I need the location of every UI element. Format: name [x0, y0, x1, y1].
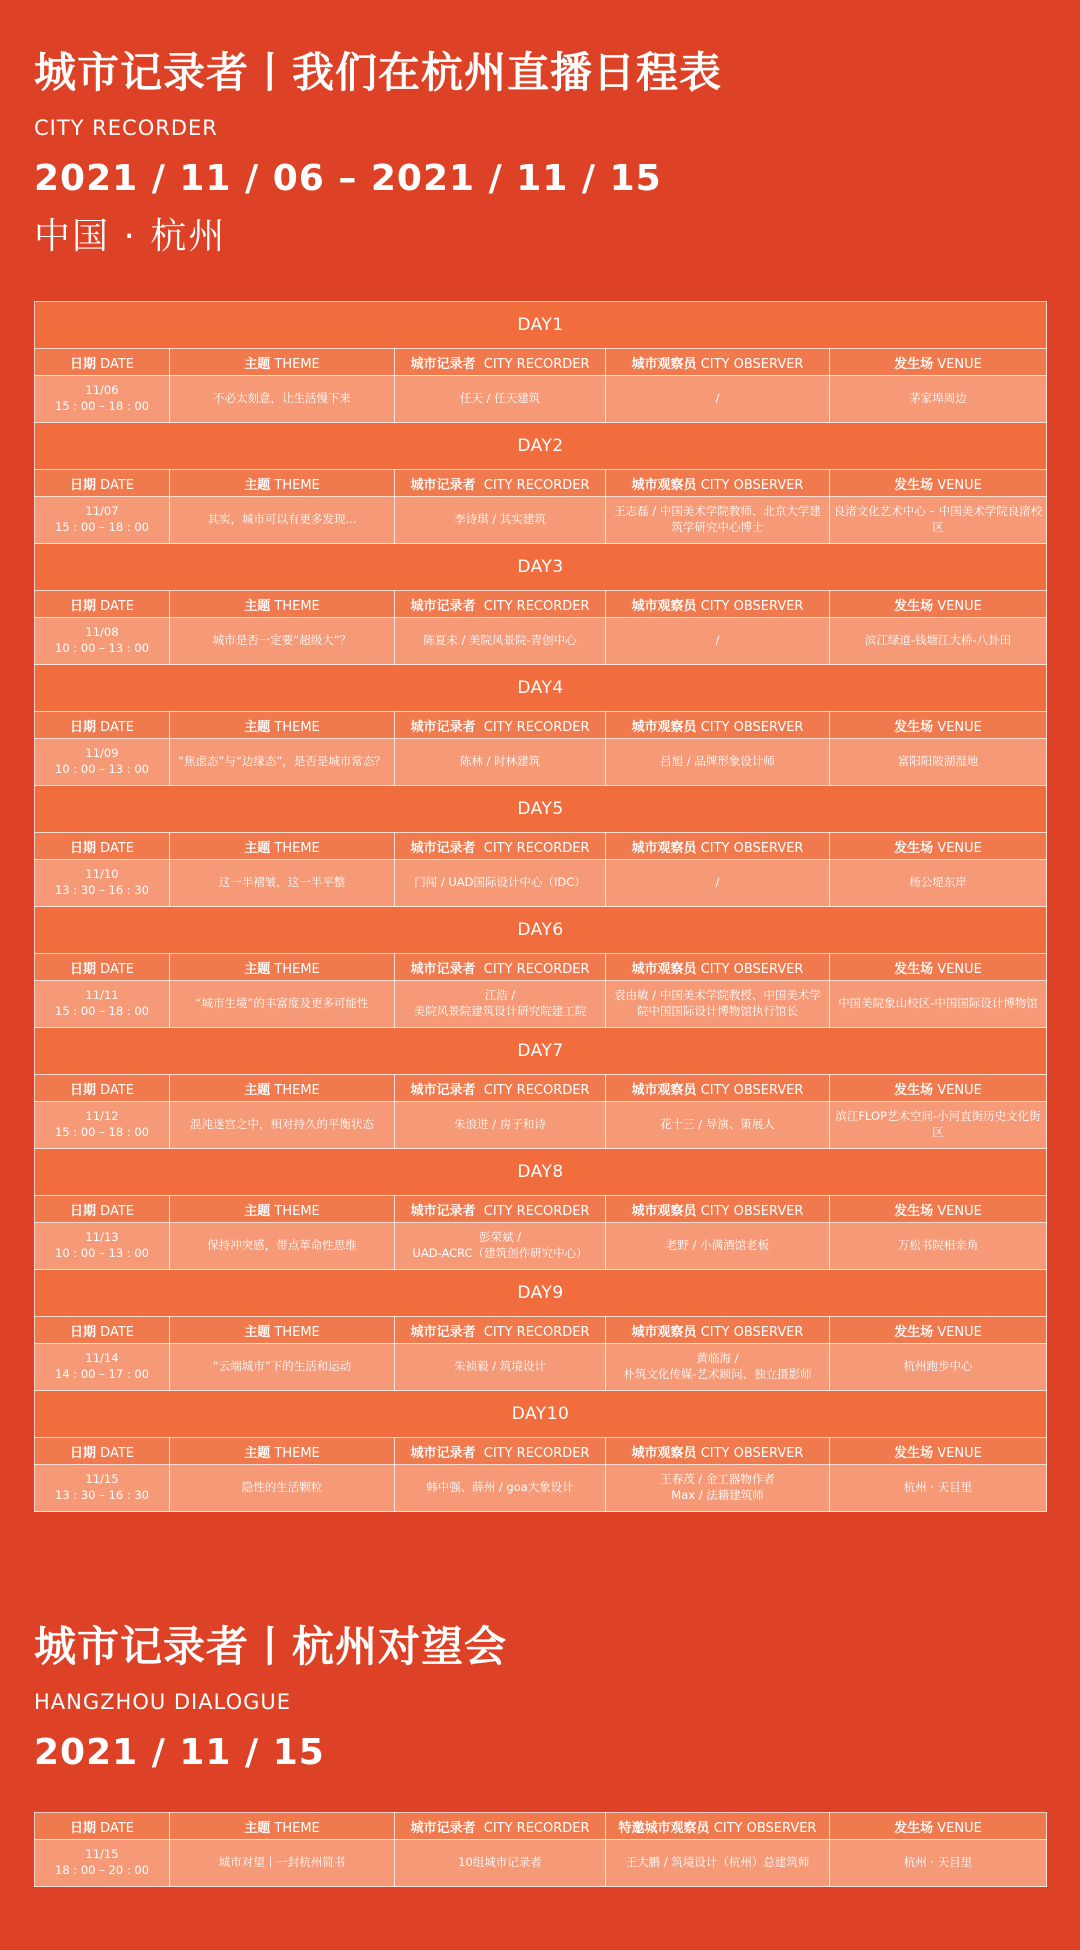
header-recorder: 城市记录者 CITY RECORDER: [395, 833, 606, 860]
cell-date: 11/12 15 : 00 – 18 : 00: [35, 1102, 170, 1149]
header-observer: 城市观察员 CITY OBSERVER: [606, 470, 830, 497]
cell-recorder: 韩中强、薛州 / goa大象设计: [395, 1465, 606, 1512]
data-row: [35, 1223, 1047, 1270]
cell-recorder: 陈夏未 / 美院风景院-青创中心: [395, 618, 606, 665]
day-label: DAY10: [35, 1391, 1047, 1438]
header-theme: 主题 THEME: [170, 1196, 395, 1223]
cell-date: 11/14 14 : 00 – 17 : 00: [35, 1344, 170, 1391]
day-label: DAY9: [35, 1270, 1047, 1317]
header-theme: 主题 THEME: [170, 1438, 395, 1465]
day-label: DAY1: [35, 302, 1047, 349]
cell-venue: 万松书院相亲角: [830, 1223, 1047, 1270]
cell-observer: 花十三 / 导演、策展人: [606, 1102, 830, 1149]
header-recorder: 城市记录者 CITY RECORDER: [395, 1438, 606, 1465]
section2-header: [34, 1622, 508, 1773]
cell-venue: 杭州 · 天目里: [830, 1840, 1047, 1887]
cell-venue: 杨公堤东岸: [830, 860, 1047, 907]
header-date: 日期 DATE: [35, 591, 170, 618]
cell-date: 11/10 13 : 30 – 16 : 30: [35, 860, 170, 907]
cell-observer: 王大鹏 / 筑境设计（杭州）总建筑师: [606, 1840, 830, 1887]
header-observer: 城市观察员 CITY OBSERVER: [606, 1075, 830, 1102]
day-row: [35, 423, 1047, 470]
page-subtitle: CITY RECORDER: [34, 116, 218, 140]
header-date: 日期 DATE: [35, 712, 170, 739]
header-date: 日期 DATE: [35, 1075, 170, 1102]
day-row: [35, 907, 1047, 954]
cell-venue: 茅家埠周边: [830, 376, 1047, 423]
header-row: [35, 349, 1047, 376]
day-label: DAY5: [35, 786, 1047, 833]
cell-observer: 黄临海 / 朴筑文化传媒-艺术顾问、独立摄影师: [606, 1344, 830, 1391]
header-recorder: 城市记录者 CITY RECORDER: [395, 1196, 606, 1223]
cell-theme: 这一半褶皱，这一半平整: [170, 860, 395, 907]
header-row: [35, 1438, 1047, 1465]
cell-theme: 城市是否一定要“超级大”？: [170, 618, 395, 665]
header-recorder: 城市记录者 CITY RECORDER: [395, 349, 606, 376]
header-date: 日期 DATE: [35, 1438, 170, 1465]
day-row: [35, 1149, 1047, 1196]
header-row: [35, 833, 1047, 860]
day-row: [35, 1270, 1047, 1317]
day-label: DAY8: [35, 1149, 1047, 1196]
cell-recorder: 朱祯毅 / 筑境设计: [395, 1344, 606, 1391]
header-observer: 城市观察员 CITY OBSERVER: [606, 833, 830, 860]
header-date: 日期 DATE: [35, 1317, 170, 1344]
cell-recorder: 彭荣斌 / UAD-ACRC（建筑创作研究中心）: [395, 1223, 606, 1270]
day-label: DAY4: [35, 665, 1047, 712]
header-venue: 发生场 VENUE: [830, 954, 1047, 981]
header-theme: 主题 THEME: [170, 1075, 395, 1102]
cell-observer: /: [606, 860, 830, 907]
dialogue-subtitle: HANGZHOU DIALOGUE: [34, 1690, 292, 1714]
header-recorder: 城市记录者 CITY RECORDER: [395, 1317, 606, 1344]
header-date: 日期 DATE: [35, 1813, 170, 1840]
cell-recorder: 任天 / 任天建筑: [395, 376, 606, 423]
cell-theme: 隐性的生活颗粒: [170, 1465, 395, 1512]
header-theme: 主题 THEME: [170, 954, 395, 981]
header-theme: 主题 THEME: [170, 591, 395, 618]
header-date: 日期 DATE: [35, 954, 170, 981]
header-date: 日期 DATE: [35, 833, 170, 860]
cell-venue: 杭州 · 天目里: [830, 1465, 1047, 1512]
cell-date: 11/11 15 : 00 – 18 : 00: [35, 981, 170, 1028]
cell-theme: “城市生境”的丰富度及更多可能性: [170, 981, 395, 1028]
data-row: [35, 860, 1047, 907]
cell-recorder: 陈林 / 时林建筑: [395, 739, 606, 786]
cell-observer: 王志磊 / 中国美术学院教师、北京大学建筑学研究中心博士: [606, 497, 830, 544]
day-label: DAY2: [35, 423, 1047, 470]
day-label: DAY6: [35, 907, 1047, 954]
cell-date: 11/15 13 : 30 – 16 : 30: [35, 1465, 170, 1512]
data-row: [35, 1344, 1047, 1391]
dialogue-title: 城市记录者丨杭州对望会: [34, 1622, 508, 1671]
header-recorder: 城市记录者 CITY RECORDER: [395, 1075, 606, 1102]
data-row: [35, 1102, 1047, 1149]
cell-recorder: 10组城市记录者: [395, 1840, 606, 1887]
header-venue: 发生场 VENUE: [830, 470, 1047, 497]
header-recorder: 城市记录者 CITY RECORDER: [395, 954, 606, 981]
cell-date: 11/07 15 : 00 – 18 : 00: [35, 497, 170, 544]
cell-date: 11/09 10 : 00 – 13 : 00: [35, 739, 170, 786]
header-theme: 主题 THEME: [170, 712, 395, 739]
header-date: 日期 DATE: [35, 349, 170, 376]
location: 中国 · 杭州: [34, 216, 227, 257]
header-venue: 发生场 VENUE: [830, 1196, 1047, 1223]
header-row: [35, 591, 1047, 618]
cell-observer: /: [606, 376, 830, 423]
header-venue: 发生场 VENUE: [830, 349, 1047, 376]
day-row: [35, 544, 1047, 591]
header-observer: 城市观察员 CITY OBSERVER: [606, 954, 830, 981]
cell-recorder: 门闯 / UAD国际设计中心（IDC）: [395, 860, 606, 907]
cell-theme: “云端城市”下的生活和运动: [170, 1344, 395, 1391]
data-row: [35, 739, 1047, 786]
header-venue: 发生场 VENUE: [830, 1317, 1047, 1344]
cell-observer: 王春茂 / 金工器物作者 Max / 法籍建筑师: [606, 1465, 830, 1512]
cell-venue: 中国美院象山校区-中国国际设计博物馆: [830, 981, 1047, 1028]
cell-theme: 不必太刻意，让生活慢下来: [170, 376, 395, 423]
cell-venue: 杭州跑步中心: [830, 1344, 1047, 1391]
header-observer: 城市观察员 CITY OBSERVER: [606, 1317, 830, 1344]
data-row: [35, 618, 1047, 665]
header-date: 日期 DATE: [35, 1196, 170, 1223]
data-row: [35, 376, 1047, 423]
header-venue: 发生场 VENUE: [830, 1813, 1047, 1840]
cell-theme: 其实，城市可以有更多发现...: [170, 497, 395, 544]
data-row: [35, 497, 1047, 544]
day-row: [35, 665, 1047, 712]
header-row: [35, 712, 1047, 739]
header-venue: 发生场 VENUE: [830, 833, 1047, 860]
header-row: [35, 1075, 1047, 1102]
header-recorder: 城市记录者 CITY RECORDER: [395, 1813, 606, 1840]
day-label: DAY3: [35, 544, 1047, 591]
cell-date: 11/13 10 : 00 – 13 : 00: [35, 1223, 170, 1270]
header-recorder: 城市记录者 CITY RECORDER: [395, 591, 606, 618]
header-row: [35, 470, 1047, 497]
page-title: 城市记录者丨我们在杭州直播日程表: [34, 48, 723, 97]
cell-theme: 混沌迷宫之中，相对持久的平衡状态: [170, 1102, 395, 1149]
cell-theme: “焦虑态”与“边缘态”，是否是城市常态？: [170, 739, 395, 786]
schedule-table: [34, 301, 1047, 1512]
header-row: [35, 1196, 1047, 1223]
cell-date: 11/08 10 : 00 – 13 : 00: [35, 618, 170, 665]
header-venue: 发生场 VENUE: [830, 1075, 1047, 1102]
cell-venue: 滨江绿道-钱塘江大桥-八卦田: [830, 618, 1047, 665]
data-row: [35, 1465, 1047, 1512]
dialogue-data-row: [35, 1840, 1047, 1887]
section1-header: [34, 48, 723, 257]
header-theme: 主题 THEME: [170, 470, 395, 497]
header-date: 日期 DATE: [35, 470, 170, 497]
cell-date: 11/06 15 : 00 – 18 : 00: [35, 376, 170, 423]
cell-observer: 老野 / 小满酒馆老板: [606, 1223, 830, 1270]
header-observer: 城市观察员 CITY OBSERVER: [606, 591, 830, 618]
cell-observer: /: [606, 618, 830, 665]
day-row: [35, 302, 1047, 349]
cell-recorder: 李诗琪 / 其实建筑: [395, 497, 606, 544]
dialogue-table: [34, 1812, 1047, 1887]
date-range: 2021 / 11 / 06 – 2021 / 11 / 15: [34, 158, 662, 199]
cell-venue: 富阳阳陂湖湿地: [830, 739, 1047, 786]
cell-theme: 城市对望丨一封杭州简书: [170, 1840, 395, 1887]
cell-observer: 吕旭 / 品牌形象设计师: [606, 739, 830, 786]
header-row: [35, 954, 1047, 981]
header-recorder: 城市记录者 CITY RECORDER: [395, 470, 606, 497]
cell-venue: 良渚文化艺术中心 – 中国美术学院良渚校区: [830, 497, 1047, 544]
data-row: [35, 981, 1047, 1028]
header-observer: 城市观察员 CITY OBSERVER: [606, 1196, 830, 1223]
cell-recorder: 江浩 / 美院风景院建筑设计研究院建工院: [395, 981, 606, 1028]
header-venue: 发生场 VENUE: [830, 1438, 1047, 1465]
dialogue-header-row: [35, 1813, 1047, 1840]
header-row: [35, 1317, 1047, 1344]
day-row: [35, 1391, 1047, 1438]
day-label: DAY7: [35, 1028, 1047, 1075]
header-observer: 城市观察员 CITY OBSERVER: [606, 712, 830, 739]
header-recorder: 城市记录者 CITY RECORDER: [395, 712, 606, 739]
header-theme: 主题 THEME: [170, 1317, 395, 1344]
cell-theme: 保持冲突感，带点革命性思维: [170, 1223, 395, 1270]
day-row: [35, 786, 1047, 833]
header-theme: 主题 THEME: [170, 1813, 395, 1840]
cell-venue: 滨江FLOP艺术空间-小河直街历史文化街区: [830, 1102, 1047, 1149]
cell-date: 11/15 18 : 00 – 20 : 00: [35, 1840, 170, 1887]
header-venue: 发生场 VENUE: [830, 591, 1047, 618]
header-theme: 主题 THEME: [170, 833, 395, 860]
header-observer: 城市观察员 CITY OBSERVER: [606, 349, 830, 376]
header-observer: 特邀城市观察员 CITY OBSERVER: [606, 1813, 830, 1840]
header-venue: 发生场 VENUE: [830, 712, 1047, 739]
header-theme: 主题 THEME: [170, 349, 395, 376]
dialogue-date: 2021 / 11 / 15: [34, 1732, 325, 1773]
header-observer: 城市观察员 CITY OBSERVER: [606, 1438, 830, 1465]
day-row: [35, 1028, 1047, 1075]
cell-observer: 袁由敏 / 中国美术学院教授、中国美术学院中国国际设计博物馆执行馆长: [606, 981, 830, 1028]
cell-recorder: 朱浪进 / 房子和诗: [395, 1102, 606, 1149]
